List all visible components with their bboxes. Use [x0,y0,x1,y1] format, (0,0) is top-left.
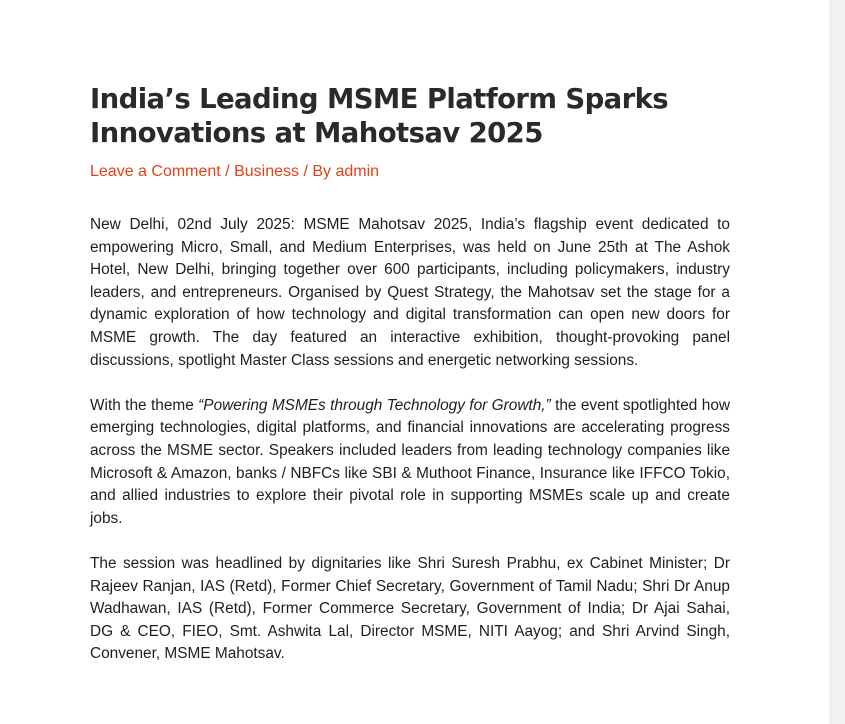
paragraph-text: With the theme [90,396,199,414]
leave-comment-link[interactable]: Leave a Comment [90,163,221,180]
author-link[interactable]: admin [335,163,380,180]
paragraph [90,395,730,531]
category-link[interactable]: Business [234,163,299,180]
meta-separator: / [220,163,235,180]
paragraph: New Delhi, 02nd July 2025: MSME Mahotsav 2025, India’s flagship event dedicated to empowering Micro, Small, and Medium Enterprises, was held on June 25th at The Ashok Hotel, New Delhi, bringing together over 600 participants, including policymakers, industry leaders, and entrepreneurs. Organised by Quest Strategy, the Mahotsav set the stage for a dynamic exploration of how technology and digital transformation can open new doors for MSME growth. The day featured an interactive exhibition, thought-provoking panel discussions, spotlight Master Class sessions and energetic networking sessions. [90,216,730,369]
by-prefix: By [312,163,336,180]
post-meta [90,162,730,182]
article-body [90,214,730,666]
meta-separator: / [299,163,313,180]
article [90,82,730,688]
paragraph: The session was headlined by dignitaries like Shri Suresh Prabhu, ex Cabinet Minister; Dr Rajeev Ranjan, IAS (Retd), Former Chief Secretary, Government of Tamil Nadu; Shri Dr Anup Wadhawan, IAS (Retd), Former Commerce Secretary, Government of India; Dr Ajai Sahai, DG & CEO, FIEO, Smt. Ashwita Lal, Director MSME, NITI Aayog; and Shri Arvind Singh, Convener, MSME Mahotsav. [90,554,730,663]
article-title: India’s Leading MSME Platform Sparks Innovations at Mahotsav 2025 [90,83,669,149]
theme-quote: “Powering MSMEs through Technology for Growth,” [198,396,551,414]
scrollbar-track[interactable] [829,0,845,724]
paragraph-text: the event spotlighted how emerging technologies, digital platforms, and financial innovations are accelerating progress across the MSME sector. Speakers included leaders from leading technology companies like Microsoft & Amazon, banks / NBFCs like SBI & Muthoot Finance, Insurance like IFFCO Tokio, and allied industries to explore their pivotal role in supporting MSMEs scale up and create jobs. [90,396,731,527]
